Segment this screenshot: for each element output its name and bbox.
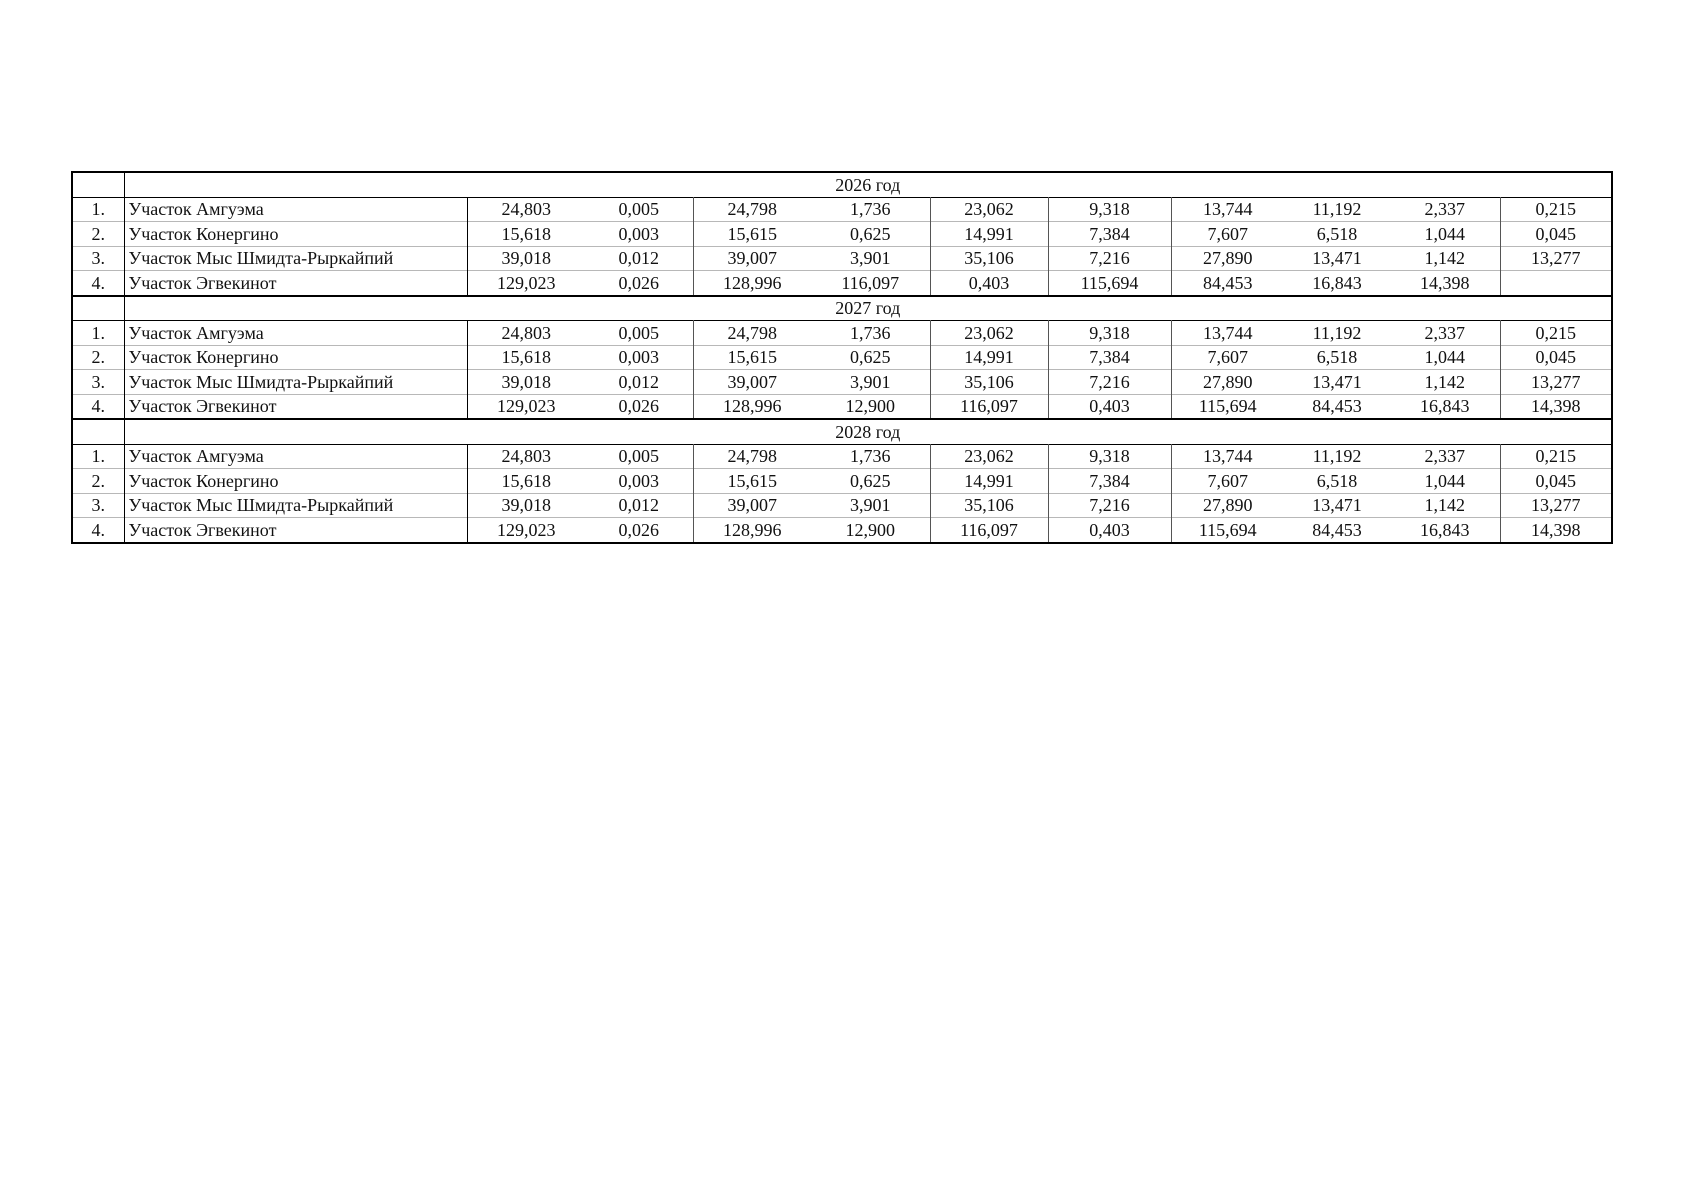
value-cell: 0,003	[585, 222, 693, 247]
value-cell: 9,318	[1048, 197, 1171, 222]
value-cell: 1,736	[811, 197, 930, 222]
table-row	[72, 271, 1612, 296]
row-number: 4.	[72, 394, 124, 419]
table-row	[72, 370, 1612, 395]
value-cell: 39,007	[693, 370, 811, 395]
row-number: 2.	[72, 222, 124, 247]
value-cell: 23,062	[930, 321, 1048, 346]
value-cell: 116,097	[930, 394, 1048, 419]
table-row	[72, 493, 1612, 518]
value-cell: 84,453	[1171, 271, 1284, 296]
row-number: 4.	[72, 518, 124, 543]
value-cell: 12,900	[811, 394, 930, 419]
value-cell: 1,736	[811, 444, 930, 469]
value-cell: 11,192	[1284, 197, 1390, 222]
value-cell: 9,318	[1048, 321, 1171, 346]
value-cell: 16,843	[1390, 518, 1500, 543]
value-cell: 115,694	[1171, 394, 1284, 419]
year-label: 2026 год	[124, 172, 1612, 197]
row-number: 1.	[72, 321, 124, 346]
row-number: 1.	[72, 197, 124, 222]
site-name: Участок Конергино	[124, 222, 467, 247]
value-cell: 14,398	[1500, 518, 1612, 543]
value-cell: 1,142	[1390, 246, 1500, 271]
value-cell: 16,843	[1390, 394, 1500, 419]
row-number: 3.	[72, 493, 124, 518]
table-body	[72, 172, 1612, 543]
value-cell: 0,005	[585, 444, 693, 469]
value-cell: 1,142	[1390, 493, 1500, 518]
value-cell: 39,007	[693, 493, 811, 518]
row-number: 2.	[72, 345, 124, 370]
value-cell: 23,062	[930, 197, 1048, 222]
value-cell: 1,142	[1390, 370, 1500, 395]
table-row	[72, 197, 1612, 222]
value-cell: 13,277	[1500, 370, 1612, 395]
value-cell: 15,615	[693, 469, 811, 494]
value-cell: 13,471	[1284, 493, 1390, 518]
value-cell: 0,403	[1048, 518, 1171, 543]
value-cell: 6,518	[1284, 345, 1390, 370]
site-name: Участок Конергино	[124, 345, 467, 370]
value-cell: 24,798	[693, 321, 811, 346]
value-cell: 7,607	[1171, 222, 1284, 247]
value-cell: 129,023	[467, 394, 585, 419]
value-cell: 14,991	[930, 222, 1048, 247]
value-cell: 7,216	[1048, 246, 1171, 271]
value-cell: 14,398	[1500, 394, 1612, 419]
value-cell: 115,694	[1048, 271, 1171, 296]
value-cell: 39,018	[467, 370, 585, 395]
year-header-row	[72, 172, 1612, 197]
year-index-cell	[72, 296, 124, 321]
value-cell: 0,403	[930, 271, 1048, 296]
value-cell: 39,007	[693, 246, 811, 271]
value-cell: 7,607	[1171, 469, 1284, 494]
value-cell: 23,062	[930, 444, 1048, 469]
value-cell: 14,398	[1390, 271, 1500, 296]
value-cell: 11,192	[1284, 321, 1390, 346]
site-name: Участок Конергино	[124, 469, 467, 494]
value-cell: 129,023	[467, 518, 585, 543]
year-label: 2028 год	[124, 419, 1612, 444]
value-cell: 24,803	[467, 444, 585, 469]
table-row	[72, 246, 1612, 271]
value-cell: 84,453	[1284, 518, 1390, 543]
value-cell: 84,453	[1284, 394, 1390, 419]
value-cell: 35,106	[930, 246, 1048, 271]
value-cell: 14,991	[930, 345, 1048, 370]
table-row	[72, 444, 1612, 469]
value-cell: 24,803	[467, 197, 585, 222]
value-cell: 0,625	[811, 345, 930, 370]
site-name: Участок Мыс Шмидта-Рыркайпий	[124, 370, 467, 395]
site-name: Участок Эгвекинот	[124, 271, 467, 296]
table-row	[72, 469, 1612, 494]
value-cell: 3,901	[811, 370, 930, 395]
value-cell: 0,625	[811, 222, 930, 247]
data-table	[71, 171, 1613, 544]
value-cell: 13,277	[1500, 246, 1612, 271]
value-cell: 2,337	[1390, 444, 1500, 469]
value-cell: 14,991	[930, 469, 1048, 494]
value-cell: 0,012	[585, 493, 693, 518]
value-cell	[1500, 271, 1612, 296]
year-header-row	[72, 419, 1612, 444]
site-name: Участок Амгуэма	[124, 197, 467, 222]
value-cell: 15,615	[693, 345, 811, 370]
value-cell: 13,744	[1171, 444, 1284, 469]
value-cell: 7,384	[1048, 469, 1171, 494]
value-cell: 2,337	[1390, 321, 1500, 346]
value-cell: 35,106	[930, 493, 1048, 518]
value-cell: 24,798	[693, 444, 811, 469]
value-cell: 0,403	[1048, 394, 1171, 419]
value-cell: 13,471	[1284, 246, 1390, 271]
value-cell: 0,045	[1500, 222, 1612, 247]
value-cell: 128,996	[693, 271, 811, 296]
row-number: 3.	[72, 246, 124, 271]
value-cell: 0,215	[1500, 444, 1612, 469]
value-cell: 7,216	[1048, 493, 1171, 518]
value-cell: 15,618	[467, 469, 585, 494]
value-cell: 7,384	[1048, 345, 1171, 370]
table-row	[72, 345, 1612, 370]
value-cell: 15,618	[467, 222, 585, 247]
value-cell: 129,023	[467, 271, 585, 296]
value-cell: 0,005	[585, 321, 693, 346]
value-cell: 15,615	[693, 222, 811, 247]
value-cell: 9,318	[1048, 444, 1171, 469]
value-cell: 35,106	[930, 370, 1048, 395]
value-cell: 0,026	[585, 271, 693, 296]
value-cell: 0,215	[1500, 197, 1612, 222]
site-name: Участок Амгуэма	[124, 444, 467, 469]
year-index-cell	[72, 172, 124, 197]
value-cell: 24,803	[467, 321, 585, 346]
value-cell: 6,518	[1284, 222, 1390, 247]
year-header-row	[72, 296, 1612, 321]
table-row	[72, 394, 1612, 419]
value-cell: 1,044	[1390, 222, 1500, 247]
site-name: Участок Мыс Шмидта-Рыркайпий	[124, 246, 467, 271]
table-row	[72, 518, 1612, 543]
table-row	[72, 222, 1612, 247]
row-number: 2.	[72, 469, 124, 494]
value-cell: 0,625	[811, 469, 930, 494]
value-cell: 12,900	[811, 518, 930, 543]
value-cell: 7,384	[1048, 222, 1171, 247]
site-name: Участок Эгвекинот	[124, 518, 467, 543]
value-cell: 1,736	[811, 321, 930, 346]
site-name: Участок Мыс Шмидта-Рыркайпий	[124, 493, 467, 518]
value-cell: 16,843	[1284, 271, 1390, 296]
year-label: 2027 год	[124, 296, 1612, 321]
value-cell: 2,337	[1390, 197, 1500, 222]
value-cell: 27,890	[1171, 493, 1284, 518]
value-cell: 13,471	[1284, 370, 1390, 395]
value-cell: 27,890	[1171, 370, 1284, 395]
value-cell: 0,026	[585, 394, 693, 419]
value-cell: 128,996	[693, 394, 811, 419]
value-cell: 116,097	[811, 271, 930, 296]
value-cell: 128,996	[693, 518, 811, 543]
value-cell: 11,192	[1284, 444, 1390, 469]
value-cell: 0,045	[1500, 469, 1612, 494]
value-cell: 3,901	[811, 246, 930, 271]
table-row	[72, 321, 1612, 346]
value-cell: 13,277	[1500, 493, 1612, 518]
value-cell: 1,044	[1390, 469, 1500, 494]
value-cell: 0,012	[585, 246, 693, 271]
value-cell: 27,890	[1171, 246, 1284, 271]
value-cell: 7,216	[1048, 370, 1171, 395]
value-cell: 3,901	[811, 493, 930, 518]
row-number: 3.	[72, 370, 124, 395]
year-index-cell	[72, 419, 124, 444]
value-cell: 24,798	[693, 197, 811, 222]
value-cell: 13,744	[1171, 197, 1284, 222]
value-cell: 39,018	[467, 246, 585, 271]
value-cell: 1,044	[1390, 345, 1500, 370]
value-cell: 13,744	[1171, 321, 1284, 346]
value-cell: 0,003	[585, 345, 693, 370]
value-cell: 0,003	[585, 469, 693, 494]
site-name: Участок Амгуэма	[124, 321, 467, 346]
value-cell: 0,005	[585, 197, 693, 222]
value-cell: 7,607	[1171, 345, 1284, 370]
value-cell: 0,012	[585, 370, 693, 395]
value-cell: 6,518	[1284, 469, 1390, 494]
value-cell: 0,215	[1500, 321, 1612, 346]
value-cell: 0,026	[585, 518, 693, 543]
value-cell: 39,018	[467, 493, 585, 518]
row-number: 4.	[72, 271, 124, 296]
value-cell: 15,618	[467, 345, 585, 370]
row-number: 1.	[72, 444, 124, 469]
value-cell: 115,694	[1171, 518, 1284, 543]
site-name: Участок Эгвекинот	[124, 394, 467, 419]
value-cell: 116,097	[930, 518, 1048, 543]
value-cell: 0,045	[1500, 345, 1612, 370]
